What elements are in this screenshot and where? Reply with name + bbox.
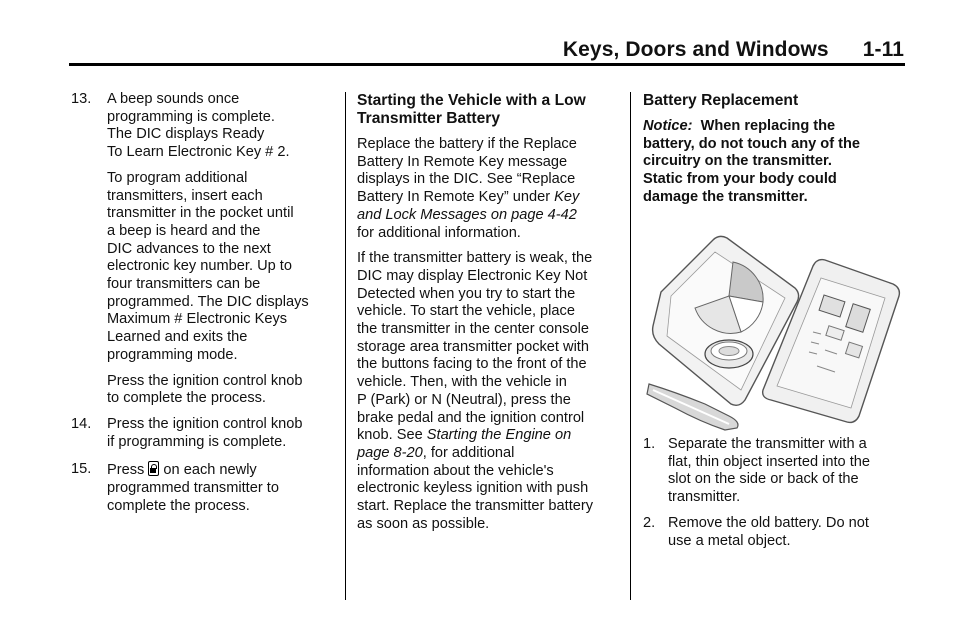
text-line: use a metal object. <box>668 532 791 549</box>
text-line: displays in the DIC. See “Replace <box>357 171 576 188</box>
text-fragment: When replacing the <box>700 118 836 134</box>
column-1 <box>71 91 337 515</box>
text-line: Replace the battery if the Replace <box>357 136 577 152</box>
cross-reference-link[interactable]: page 8-20 <box>357 444 423 461</box>
step-15 <box>71 461 337 515</box>
text-line: Separate the transmitter with a <box>668 436 867 452</box>
text-line: damage the transmitter. <box>643 188 808 205</box>
column-divider-2 <box>630 92 631 600</box>
text-line: for additional information. <box>357 224 521 241</box>
text-line: vehicle. To start the vehicle, place <box>357 303 575 320</box>
text-line: The DIC displays Ready <box>107 126 265 143</box>
header-rule <box>69 63 905 66</box>
text-line: four transmitters can be <box>107 276 261 293</box>
step-number: 2. <box>643 514 656 531</box>
text-line: information about the vehicle's <box>357 462 554 479</box>
text-line: To program additional <box>107 169 248 186</box>
text-line: slot on the side or back of the <box>668 471 859 488</box>
notice-paragraph <box>643 118 905 207</box>
text-line: start. Replace the transmitter battery <box>357 498 594 515</box>
text-line: If the transmitter battery is weak, the <box>357 250 593 267</box>
step-1-text <box>668 436 905 507</box>
page-header <box>563 38 904 62</box>
text-line: Press the ignition control knob <box>107 372 303 389</box>
text-fragment: , for additional <box>422 444 515 461</box>
step-14 <box>71 416 337 451</box>
step-number: 15. <box>71 461 92 478</box>
text-fragment: Battery In Remote Key” under <box>357 189 555 206</box>
step-13-text <box>107 91 337 162</box>
step-15-text <box>107 461 337 515</box>
text-line: a beep is heard and the <box>107 222 261 239</box>
text-line: to complete the process. <box>107 390 266 407</box>
transmitter-battery-illustration <box>645 232 905 432</box>
column-2 <box>357 92 623 533</box>
text-line: programming is complete. <box>107 108 275 125</box>
section-heading: Battery Replacement <box>643 92 799 109</box>
text-line: the buttons facing to the front of the <box>357 356 587 373</box>
text-line: flat, thin object inserted into the <box>668 453 871 470</box>
text-line: if programming is complete. <box>107 433 287 450</box>
cross-reference-link[interactable]: Starting the Engine on <box>426 427 572 444</box>
text-line: A beep sounds once <box>107 91 240 107</box>
text-line: electronic keyless ignition with push <box>357 480 589 497</box>
text-line: vehicle. Then, with the vehicle in <box>357 374 567 391</box>
cross-reference-link[interactable]: Key <box>554 189 580 206</box>
step-2-text <box>668 515 905 550</box>
text-line: programmed. The DIC displays <box>107 293 309 310</box>
step-14-text <box>107 416 337 451</box>
text-line: DIC advances to the next <box>107 240 271 257</box>
section-heading <box>357 92 623 128</box>
text-line: P (Park) or N (Neutral), press the <box>357 391 571 408</box>
step-number: 14. <box>71 415 92 432</box>
text-line: as soon as possible. <box>357 515 490 532</box>
text-fragment: on each newly <box>159 462 257 479</box>
text-line: Press the ignition control knob <box>107 415 303 432</box>
step-13-paragraph-2 <box>107 170 337 365</box>
text-fragment: Press <box>107 462 145 479</box>
column-3 <box>643 92 905 207</box>
step-number: 13. <box>71 91 92 107</box>
text-line: complete the process. <box>107 497 250 514</box>
column-divider-1 <box>345 92 346 600</box>
text-line: Battery In Remote Key message <box>357 153 568 170</box>
text-line: To Learn Electronic Key # 2. <box>107 144 290 161</box>
notice-label: Notice: <box>643 118 693 134</box>
paragraph-2 <box>357 250 623 533</box>
text-line: Remove the old battery. Do not <box>668 514 869 531</box>
text-line: Static from your body could <box>643 171 837 188</box>
unlock-key-icon <box>148 461 159 476</box>
text-line: electronic key number. Up to <box>107 258 292 275</box>
text-line: the transmitter in the center console <box>357 321 589 338</box>
step-13-paragraph-3 <box>107 373 337 408</box>
heading-line: Starting the Vehicle with a Low <box>357 92 586 109</box>
text-line: circuitry on the transmitter. <box>643 153 832 170</box>
heading-line: Transmitter Battery <box>357 110 500 127</box>
text-line: brake pedal and the ignition control <box>357 409 585 426</box>
text-line: Maximum # Electronic Keys <box>107 311 288 328</box>
step-number: 1. <box>643 436 656 452</box>
step-1 <box>643 436 905 507</box>
paragraph-1 <box>357 136 623 242</box>
section-title: Keys, Doors and Windows <box>562 38 829 61</box>
text-line: transmitters, insert each <box>107 187 263 204</box>
text-line: battery, do not touch any of the <box>643 135 861 152</box>
text-fragment: knob. See <box>357 427 427 444</box>
text-line: Learned and exits the <box>107 329 248 346</box>
text-line: transmitter in the pocket until <box>107 205 294 222</box>
text-line: programming mode. <box>107 346 238 363</box>
text-line: Detected when you try to start the <box>357 285 576 302</box>
step-13 <box>71 91 337 408</box>
cross-reference-link[interactable]: and Lock Messages on page 4-42 <box>357 206 577 223</box>
column-3-steps <box>643 436 905 550</box>
page-number: 1-11 <box>862 38 904 61</box>
text-line: DIC may display Electronic Key Not <box>357 267 588 284</box>
step-2 <box>643 515 905 550</box>
text-line: programmed transmitter to <box>107 480 279 497</box>
text-line: transmitter. <box>668 489 741 506</box>
text-line: storage area transmitter pocket with <box>357 338 589 355</box>
